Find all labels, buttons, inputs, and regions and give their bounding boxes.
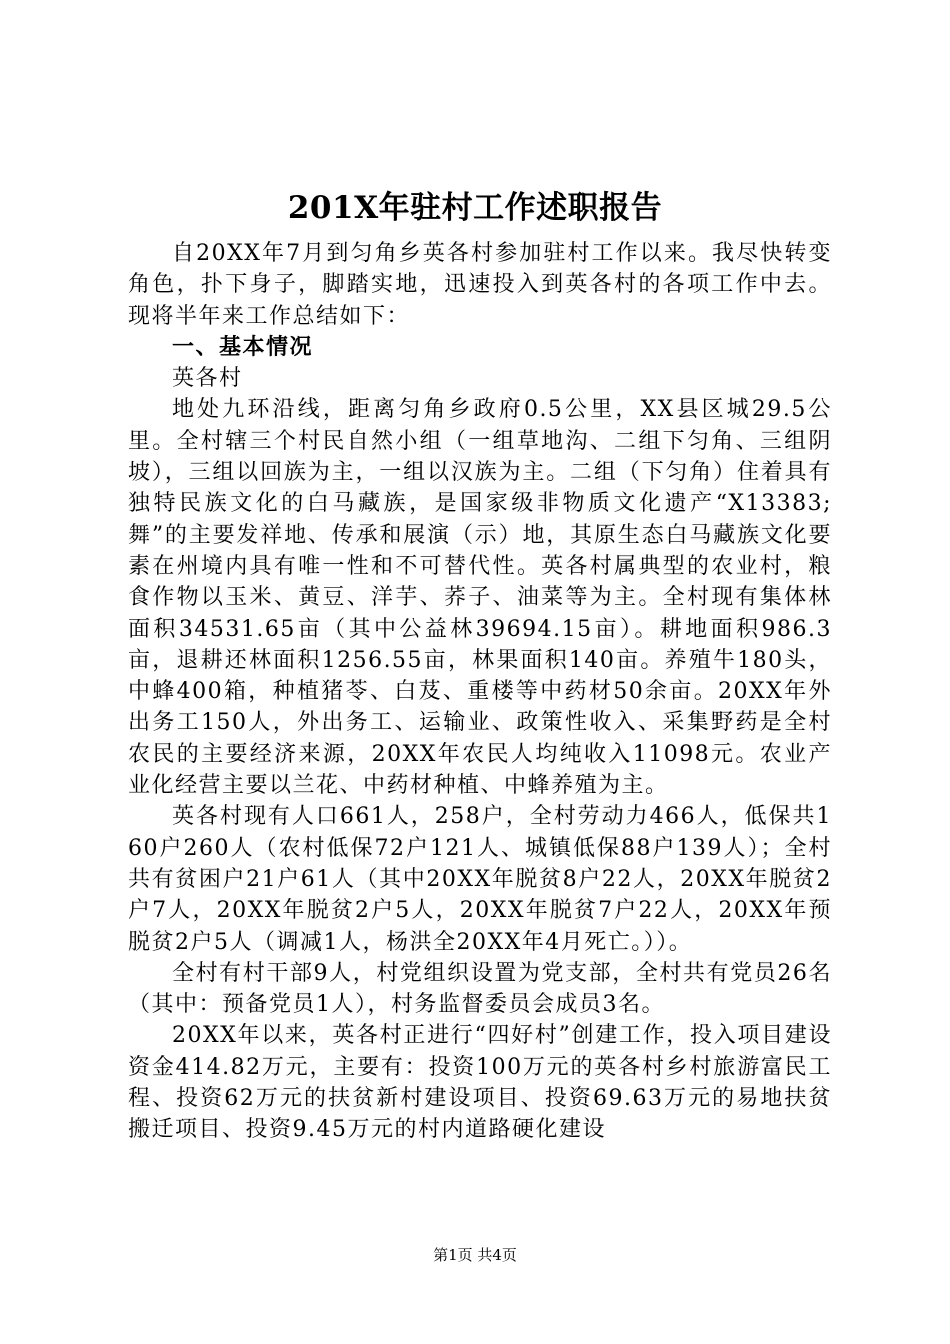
cadre-paragraph: 全村有村干部9人，村党组织设置为党支部，全村共有党员26名（其中：预备党员1人），村务监督委员会成员3名。: [128, 960, 832, 1018]
page-number-footer: 第1页 共4页: [433, 1246, 517, 1264]
document-body: [128, 238, 832, 1146]
population-paragraph: 英各村现有人口661人，258户，全村劳动力466人，低保共160户260人（农村低保72户121人、城镇低保88户139人）；全村共有贫困户21户61人（其中20XX年脱贫8户22人，20XX年脱贫2户7人，20XX年脱贫2户5人，20XX年脱贫7户22人，20XX年预脱贫2户5人（调减1人，杨洪全20XX年4月死亡。））。: [128, 804, 832, 955]
intro-paragraph: 自20XX年7月到匀角乡英各村参加驻村工作以来。我尽快转变角色，扑下身子，脚踏实地，迅速投入到英各村的各项工作中去。现将半年来工作总结如下：: [128, 241, 832, 329]
location-paragraph: 地处九环沿线，距离匀角乡政府0.5公里，XX县区城29.5公里。全村辖三个村民自然小组（一组草地沟、二组下匀角、三组阴坡），三组以回族为主，一组以汉族为主。二组（下匀角）住着具有独特民族文化的白马藏族，是国家级非物质文化遗产“X13383;舞”的主要发祥地、传承和展演（示）地，其原生态白马藏族文化要素在州境内具有唯一性和不可替代性。英各村属典型的农业村，粮食作物以玉米、黄豆、洋芋、荞子、油菜等为主。全村现有集体林面积34531.65亩（其中公益林39694.15亩）。耕地面积986.3亩，退耕还林面积1256.55亩，林果面积140亩。养殖牛180头，中蜂400箱，种植猪苓、白芨、重楼等中药材50余亩。20XX年外出务工150人，外出务工、运输业、政策性收入、采集野药是全村农民的主要经济来源，20XX年农民人均纯收入11098元。农业产业化经营主要以兰花、中药材种植、中蜂养殖为主。: [128, 397, 832, 799]
village-name-paragraph: 英各村: [172, 366, 243, 392]
section-heading-basic-info: 一、基本情况: [172, 333, 314, 360]
document-title: 201X年驻村工作述职报告: [287, 190, 663, 226]
projects-paragraph: 20XX年以来，英各村正进行“四好村”创建工作，投入项目建设资金414.82万元，主要有：投资100万元的英各村乡村旅游富民工程、投资62万元的扶贫新村建设项目、投资69.63万元的易地扶贫搬迁项目、投资9.45万元的村内道路硬化建设: [128, 1023, 832, 1143]
